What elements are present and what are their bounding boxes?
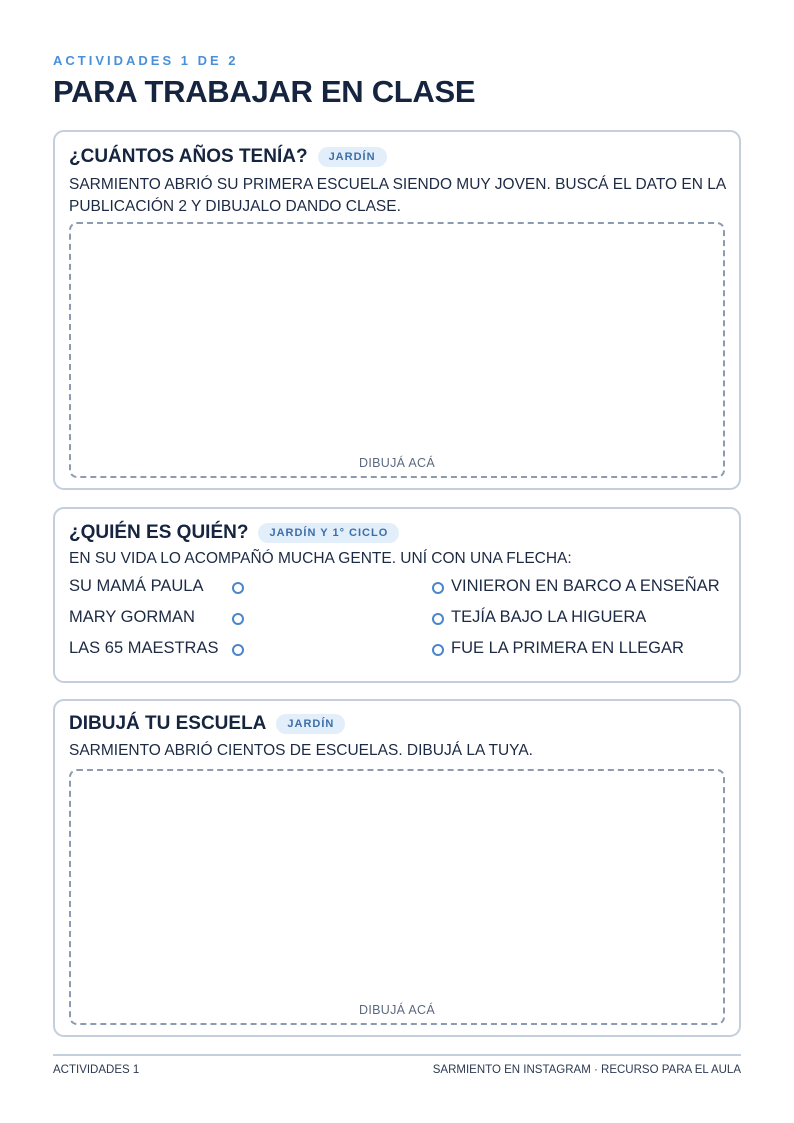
activity-card-matching [53, 507, 741, 683]
match-right-item: FUE LA PRIMERA EN LLEGAR [451, 639, 684, 657]
match-right-item: VINIERON EN BARCO A ENSEÑAR [451, 577, 720, 595]
page-title: PARA TRABAJAR EN CLASE [53, 74, 476, 109]
drawing-area[interactable] [69, 769, 725, 1025]
match-left-item: MARY GORMAN [69, 608, 195, 626]
level-badge: JARDÍN Y 1° CICLO [258, 523, 399, 543]
level-badge: JARDÍN [276, 714, 345, 734]
match-left-item: LAS 65 MAESTRAS [69, 639, 219, 657]
activity-instructions: SARMIENTO ABRIÓ SU PRIMERA ESCUELA SIENDO MUY JOVEN. BUSCÁ EL DATO EN LA PUBLICACIÓN 2 Y DIBUJALO DANDO CLASE. [69, 176, 726, 215]
drawing-area[interactable] [69, 222, 725, 478]
connector-dot-left[interactable] [232, 582, 244, 594]
footer-divider [53, 1054, 741, 1056]
footer-source: SARMIENTO EN INSTAGRAM · RECURSO PARA EL AULA [432, 1064, 741, 1076]
match-row [69, 608, 729, 630]
match-row [69, 639, 729, 661]
match-row [69, 577, 729, 599]
activity-header [69, 522, 399, 544]
activity-title: ¿CUÁNTOS AÑOS TENÍA? [69, 146, 308, 167]
match-left-item: SU MAMÁ PAULA [69, 577, 204, 595]
activity-instructions: EN SU VIDA LO ACOMPAÑÓ MUCHA GENTE. UNÍ CON UNA FLECHA: [69, 550, 572, 567]
connector-dot-left[interactable] [232, 613, 244, 625]
activity-title: DIBUJÁ TU ESCUELA [69, 713, 267, 734]
activity-header [69, 146, 387, 168]
connector-dot-left[interactable] [232, 644, 244, 656]
footer-section-label: ACTIVIDADES 1 [53, 1064, 140, 1076]
match-right-item: TEJÍA BAJO LA HIGUERA [451, 608, 647, 626]
activity-card-age [53, 130, 741, 490]
drawing-area-label: DIBUJÁ ACÁ [359, 456, 435, 470]
activity-card-school [53, 699, 741, 1037]
activity-title: ¿QUIÉN ES QUIÉN? [69, 522, 249, 543]
activity-instructions: SARMIENTO ABRIÓ CIENTOS DE ESCUELAS. DIBUJÁ LA TUYA. [69, 742, 533, 759]
level-badge: JARDÍN [318, 147, 387, 167]
drawing-area-label: DIBUJÁ ACÁ [359, 1003, 435, 1017]
activity-header [69, 713, 345, 735]
connector-dot-right[interactable] [432, 644, 444, 656]
connector-dot-right[interactable] [432, 613, 444, 625]
page-kicker: ACTIVIDADES 1 DE 2 [53, 53, 239, 68]
connector-dot-right[interactable] [432, 582, 444, 594]
